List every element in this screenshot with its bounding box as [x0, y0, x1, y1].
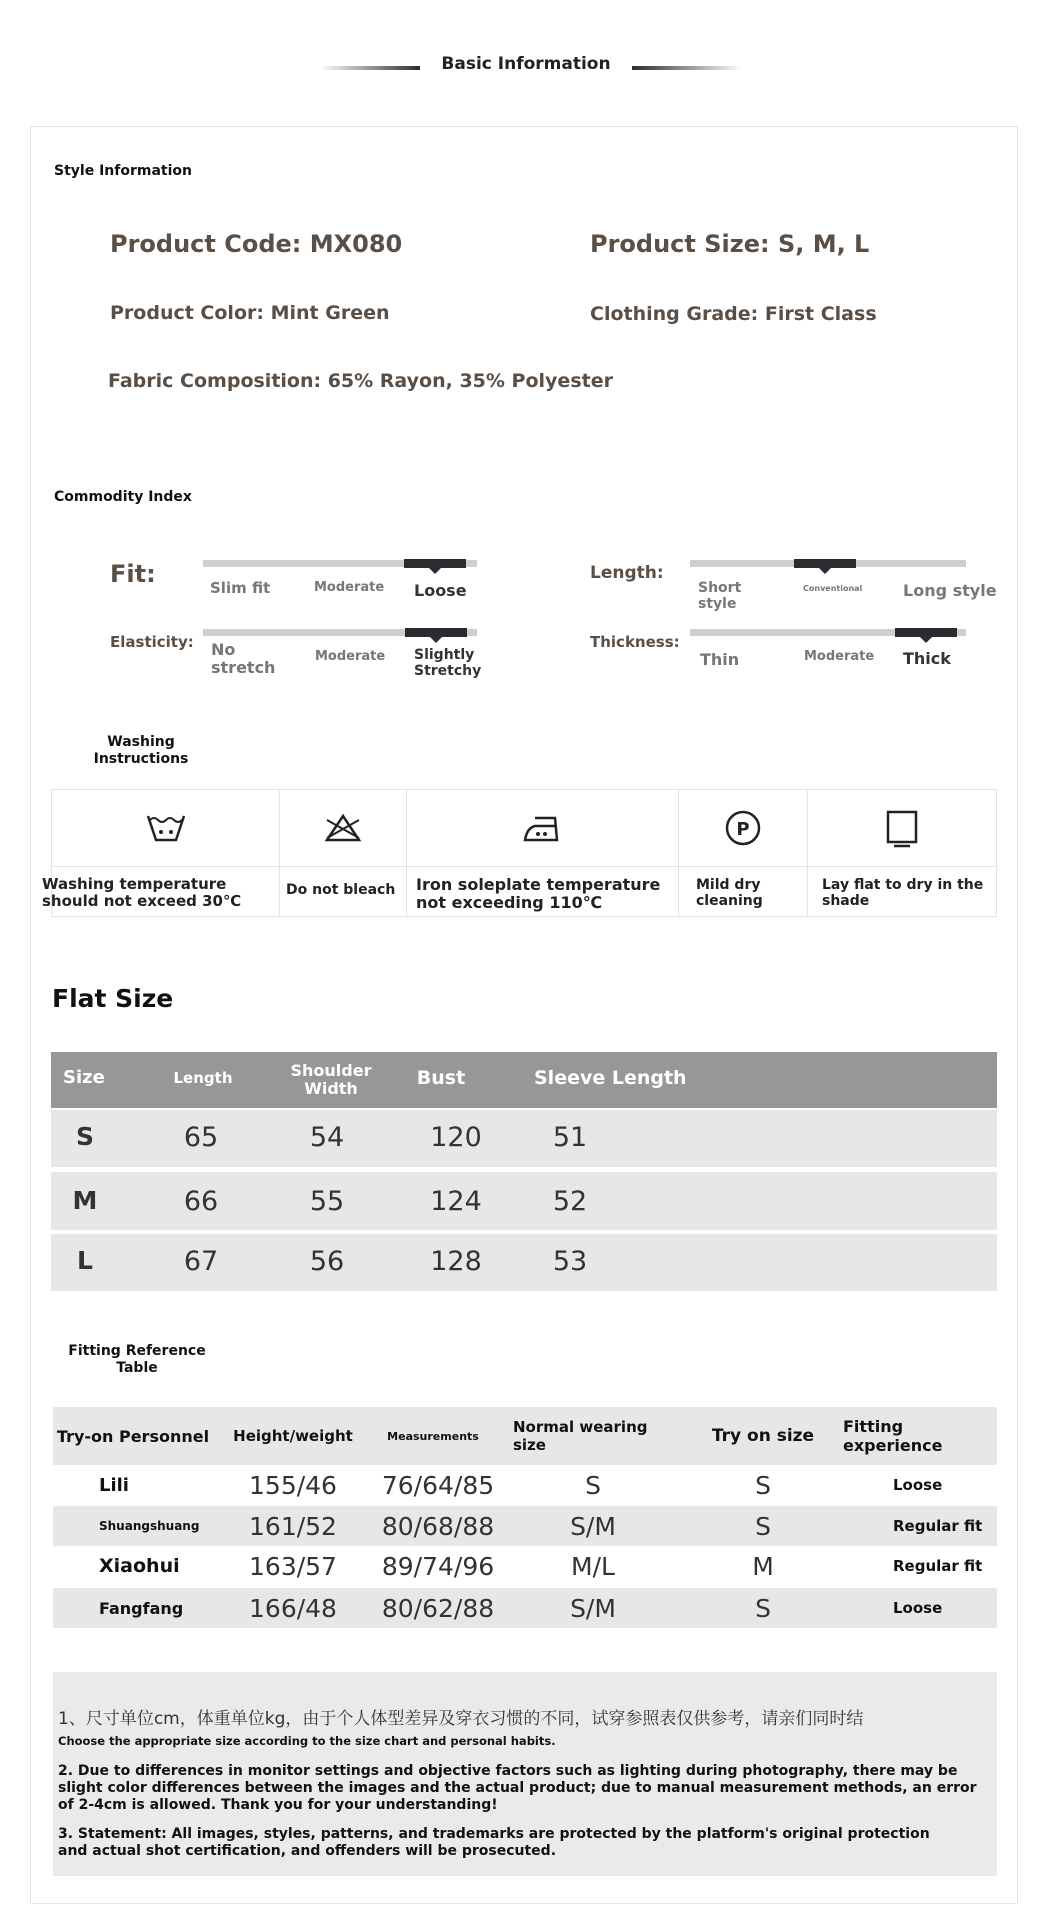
table-row: Xiaohui 163/57 89/74/96 M/L M Regular fit: [99, 1551, 983, 1581]
content-frame: [30, 126, 1018, 1904]
no-bleach-icon: [321, 808, 365, 848]
table-row: L 67 56 128 53: [51, 1234, 997, 1291]
product-color: Product Color: Mint Green: [110, 302, 390, 324]
dry-clean-icon: [721, 808, 765, 848]
length-scale: [690, 560, 966, 567]
wash-30-icon: [144, 808, 188, 848]
length-label: Length:: [590, 563, 664, 583]
flat-size-header: [51, 1052, 997, 1108]
fitting-header: [53, 1407, 997, 1465]
col-length: Length: [173, 1069, 233, 1087]
thickness-scale: [690, 629, 966, 636]
col-normal-size: Normal wearing size: [513, 1418, 648, 1454]
table-row: M 66 55 124 52: [51, 1172, 997, 1230]
flat-size-title: Flat Size: [52, 984, 174, 1013]
elasticity-scale-marker: [405, 628, 467, 637]
thickness-option-moderate: Moderate: [804, 649, 875, 664]
fit-option-loose: Loose: [414, 581, 467, 600]
table-row: Lili 155/46 76/64/85 S S Loose: [99, 1470, 943, 1500]
header-decor-left: [320, 66, 420, 70]
product-code: Product Code: MX080: [110, 230, 403, 258]
col-height-weight: Height/weight: [233, 1427, 353, 1445]
wash-text-2: Do not bleach: [286, 882, 396, 898]
note-3: 3. Statement: All images, styles, patterns, and trademarks are protected by the platform's original protection and actual shot certification, and offenders will be prosecuted.: [58, 1826, 930, 1859]
col-size: Size: [63, 1067, 105, 1088]
elasticity-option-moderate: Moderate: [315, 649, 386, 664]
header-decor-right: [632, 66, 742, 70]
thickness-scale-marker: [895, 628, 957, 637]
length-option-long: Long style: [903, 581, 997, 600]
table-row: Shuangshuang 161/52 80/68/88 S/M S Regular fit: [53, 1506, 997, 1546]
col-measurements: Measurements: [387, 1429, 479, 1443]
note-2: 2. Due to differences in monitor settings and objective factors such as lighting during photography, there may be slight color differences between the images and the actual product; due to manual measurement methods, an error of 2-4cm is allowed. Thank you for your understanding!: [58, 1763, 977, 1813]
col-sleeve-length: Sleeve Length: [534, 1067, 687, 1089]
wash-text-4: Mild dry cleaning: [696, 877, 763, 910]
col-shoulder-width: Shoulder Width: [290, 1061, 372, 1098]
svg-text:P: P: [736, 819, 750, 840]
thickness-option-thin: Thin: [700, 650, 740, 669]
fitting-title: Fitting Reference Table: [68, 1343, 206, 1376]
commodity-index-title: Commodity Index: [54, 489, 192, 505]
thickness-label: Thickness:: [590, 633, 680, 651]
wash-text-3: Iron soleplate temperature not exceeding 110℃: [416, 875, 661, 913]
elasticity-label: Elasticity:: [110, 633, 194, 651]
fit-scale-marker: [404, 559, 466, 568]
note-1: 1、尺寸单位cm，体重单位kg，由于个人体型差异及穿衣习惯的不同，试穿参照表仅供参考，请亲们同时结: [58, 1709, 864, 1729]
table-row: Fangfang 166/48 80/62/88 S/M S Loose: [53, 1588, 997, 1628]
notes-box: [53, 1672, 997, 1876]
wash-text-1: Washing temperature should not exceed 30℃: [42, 875, 242, 911]
page-title: Basic Information: [441, 54, 611, 74]
fit-option-moderate: Moderate: [314, 580, 385, 595]
product-size: Product Size: S, M, L: [590, 230, 870, 258]
elasticity-option-slight: Slightly Stretchy: [414, 647, 482, 680]
style-info-title: Style Information: [54, 163, 192, 179]
fabric-composition: Fabric Composition: 65% Rayon, 35% Polyester: [108, 370, 613, 392]
col-fitting-experience: Fitting experience: [843, 1417, 943, 1455]
col-bust: Bust: [416, 1067, 466, 1089]
fit-label: Fit:: [110, 560, 156, 588]
iron-low-icon: [521, 808, 565, 848]
fit-scale: [203, 560, 477, 567]
fit-option-slim: Slim fit: [210, 579, 271, 597]
length-option-conventional: Conventional: [803, 584, 863, 593]
note-1b: Choose the appropriate size according to the size chart and personal habits.: [58, 1734, 556, 1748]
flat-dry-icon: [880, 808, 924, 848]
clothing-grade: Clothing Grade: First Class: [590, 303, 877, 325]
elasticity-scale: [203, 629, 477, 636]
col-personnel: Try-on Personnel: [56, 1426, 210, 1446]
wash-text-5: Lay flat to dry in the shade: [822, 877, 984, 910]
length-scale-marker: [794, 559, 856, 568]
washing-title: Washing Instructions: [93, 734, 189, 767]
thickness-option-thick: Thick: [903, 649, 951, 668]
col-try-on-size: Try on size: [711, 1426, 815, 1446]
elasticity-option-none: No stretch: [211, 640, 276, 678]
table-row: S 65 54 120 51: [51, 1110, 997, 1167]
length-option-short: Short style: [698, 580, 742, 613]
